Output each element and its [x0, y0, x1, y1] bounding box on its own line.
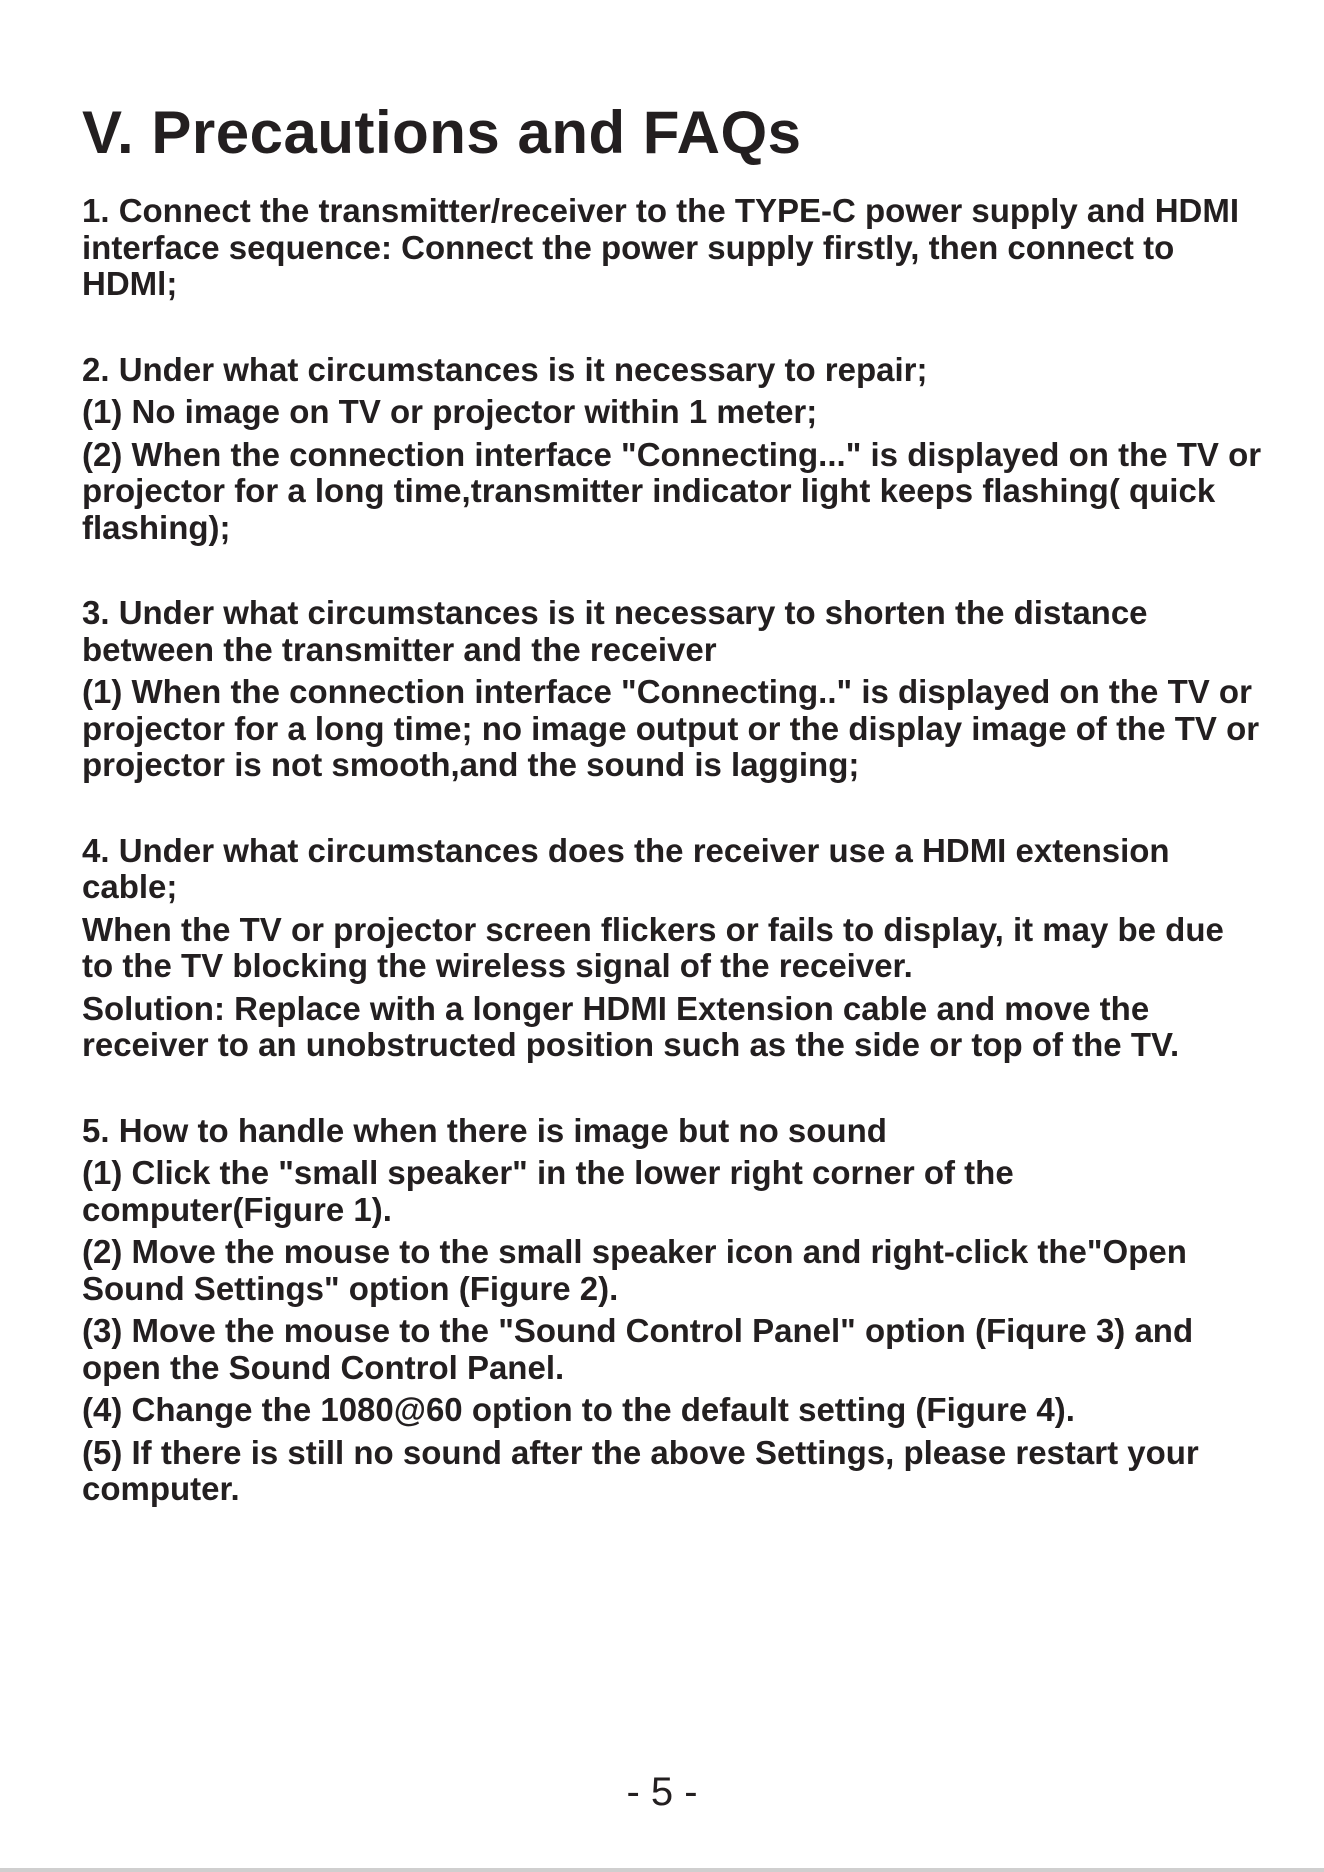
faq-5-step-3: (3) Move the mouse to the "Sound Control Panel" option (Fiqure 3) and open the Sound Control Panel. [82, 1312, 1194, 1386]
bottom-edge-divider [0, 1868, 1324, 1872]
faq-2-question: 2. Under what circumstances is it necessary to repair; [82, 350, 928, 388]
faq-section-5 [82, 1113, 1262, 1508]
faq-1-paragraph-1: 1. Connect the transmitter/receiver to the TYPE-C power supply and HDMI interface sequence: Connect the power supply firstly, then connect to HDMl; [82, 192, 1240, 302]
faq-4-cause: When the TV or projector screen flickers or fails to display, it may be due to the TV blocking the wireless signal of the receiver. [82, 910, 1224, 984]
faq-4-question: 4. Under what circumstances does the receiver use a HDMI extension cable; [82, 831, 1170, 905]
faq-5-step-2: (2) Move the mouse to the small speaker icon and right-click the"Open Sound Settings" option (Figure 2). [82, 1233, 1187, 1307]
faq-5-step-5: (5) If there is still no sound after the above Settings, please restart your computer. [82, 1433, 1199, 1507]
faq-2-item-2: (2) When the connection interface "Connecting..." is displayed on the TV or projector for a long time,transmitter indicator light keeps flashing( quick flashing); [82, 435, 1262, 546]
faq-5-question: 5. How to handle when there is image but no sound [82, 1111, 887, 1149]
faq-5-step-1: (1) Click the "small speaker" in the lower right corner of the computer(Figure 1). [82, 1154, 1014, 1228]
faq-2-item-1: (1) No image on TV or projector within 1 meter; [82, 393, 818, 430]
faq-3-question: 3. Under what circumstances is it necessary to shorten the distance between the transmitter and the receiver [82, 594, 1148, 668]
faq-content [82, 193, 1262, 1557]
faq-3-item-1: (1) When the connection interface "Connecting.." is displayed on the TV or projector for a long time; no image output or the display image of the TV or projector is not smooth,and the sound is lagging; [82, 673, 1260, 783]
faq-section-1 [82, 193, 1262, 303]
faq-section-4 [82, 833, 1262, 1064]
faq-5-step-4: (4) Change the 1080@60 option to the default setting (Figure 4). [82, 1391, 1075, 1428]
page-title: V. Precautions and FAQs [82, 99, 802, 166]
faq-4-solution: Solution: Replace with a longer HDMI Extension cable and move the receiver to an unobstructed position such as the side or top of the TV. [82, 989, 1180, 1063]
page-number: - 5 - [626, 1770, 698, 1814]
faq-section-3 [82, 595, 1262, 784]
faq-section-2 [82, 352, 1262, 547]
